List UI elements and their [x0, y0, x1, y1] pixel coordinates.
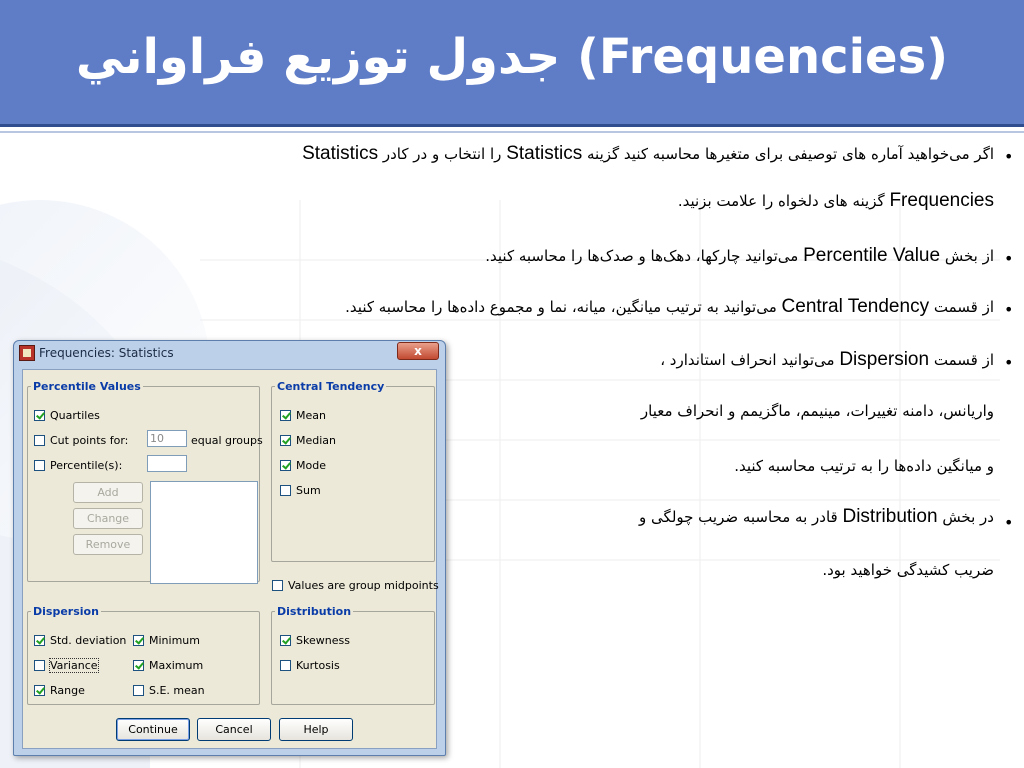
checkbox-unchecked	[272, 580, 283, 591]
median-checkbox[interactable]	[280, 434, 336, 447]
range-label: Range	[50, 684, 85, 697]
bullet-line-3: از قسمت Central Tendency می‌توانید به ترتیب میانگین، میانه، نما و مجموع داده‌ها را محاسبه کنید.	[345, 296, 994, 317]
checkbox-unchecked	[34, 435, 45, 446]
group-midpoints-label: Values are group midpoints	[288, 579, 439, 592]
checkbox-checked	[34, 410, 45, 421]
close-button[interactable]: x	[397, 342, 439, 360]
sum-checkbox[interactable]	[280, 484, 321, 497]
bullet-line-2: از بخش Percentile Value می‌توانید چارکها، دهک‌ها و صدک‌ها را محاسبه کنید.	[485, 245, 994, 266]
help-button[interactable]: Help	[279, 718, 353, 741]
skewness-label: Skewness	[296, 634, 350, 647]
bullet-line-1: اگر می‌خواهید آماره های توصیفی برای متغیرها محاسبه کنید گزینه Statistics را انتخاب و در کادر Statistics	[302, 143, 994, 164]
skewness-checkbox[interactable]	[280, 634, 350, 647]
checkbox-checked	[280, 635, 291, 646]
group-midpoints-checkbox[interactable]	[272, 579, 439, 592]
checkbox-unchecked	[34, 660, 45, 671]
checkbox-checked	[133, 635, 144, 646]
maximum-label: Maximum	[149, 659, 204, 672]
cancel-button[interactable]: Cancel	[197, 718, 271, 741]
percentiles-label: Percentile(s):	[50, 459, 123, 472]
checkbox-checked	[280, 410, 291, 421]
checkbox-unchecked	[34, 460, 45, 471]
checkbox-unchecked	[133, 685, 144, 696]
dialog-body	[22, 369, 437, 749]
bullet-line-1b: Frequencies گزینه های دلخواه را علامت بزنید.	[677, 190, 994, 211]
variance-checkbox[interactable]	[34, 659, 98, 672]
range-checkbox[interactable]	[34, 684, 85, 697]
bullet-marker: •	[1004, 353, 1014, 372]
percentiles-checkbox[interactable]	[34, 459, 122, 472]
bullet-marker: •	[1004, 513, 1014, 532]
bullet-marker: •	[1004, 300, 1014, 319]
se-mean-label: S.E. mean	[149, 684, 205, 697]
minimum-label: Minimum	[149, 634, 200, 647]
bullet-marker: •	[1004, 147, 1014, 166]
minimum-checkbox[interactable]	[133, 634, 200, 647]
bullet-line-4c: و میانگین داده‌ها را به ترتیب محاسبه کنید.	[734, 457, 994, 475]
cut-points-input[interactable]: 10	[147, 430, 187, 447]
checkbox-checked	[280, 435, 291, 446]
bullet-line-5b: ضریب کشیدگی خواهید بود.	[822, 561, 994, 579]
dialog-title: Frequencies: Statistics	[39, 346, 174, 360]
bullet-line-5: در بخش Distribution قادر به محاسبه ضریب چولگی و	[639, 506, 994, 527]
continue-button[interactable]: Continue	[116, 718, 190, 741]
quartiles-label: Quartiles	[50, 409, 100, 422]
checkbox-unchecked	[280, 660, 291, 671]
quartiles-checkbox[interactable]	[34, 409, 100, 422]
checkbox-checked	[133, 660, 144, 671]
remove-button[interactable]: Remove	[73, 534, 143, 555]
checkbox-checked	[34, 685, 45, 696]
percentile-values-legend: Percentile Values	[33, 380, 141, 393]
cut-points-label: Cut points for:	[50, 434, 129, 447]
add-button[interactable]: Add	[73, 482, 143, 503]
frequencies-statistics-dialog	[13, 340, 446, 756]
distribution-group	[271, 605, 435, 705]
mode-checkbox[interactable]	[280, 459, 326, 472]
distribution-legend: Distribution	[277, 605, 352, 618]
cut-points-checkbox[interactable]	[34, 434, 128, 447]
dispersion-legend: Dispersion	[33, 605, 99, 618]
checkbox-checked	[280, 460, 291, 471]
mean-checkbox[interactable]	[280, 409, 326, 422]
slide-title: جدول توزیع فراواني (Frequencies)	[75, 29, 949, 85]
mean-label: Mean	[296, 409, 326, 422]
kurtosis-label: Kurtosis	[296, 659, 340, 672]
dialog-titlebar[interactable]	[14, 341, 445, 365]
se-mean-checkbox[interactable]	[133, 684, 205, 697]
central-tendency-legend: Central Tendency	[277, 380, 385, 393]
percentile-value-input[interactable]	[147, 455, 187, 472]
mode-label: Mode	[296, 459, 326, 472]
kurtosis-checkbox[interactable]	[280, 659, 340, 672]
percentile-list[interactable]	[150, 481, 258, 584]
std-deviation-label: Std. deviation	[50, 634, 127, 647]
change-button[interactable]: Change	[73, 508, 143, 529]
bullet-marker: •	[1004, 249, 1014, 268]
median-label: Median	[296, 434, 337, 447]
bullet-line-4b: واریانس، دامنه تغییرات، مینیمم، ماگزیمم و انحراف معیار	[640, 402, 994, 420]
bullet-line-4: از قسمت Dispersion می‌توانید انحراف استاندارد ،	[660, 349, 994, 370]
std-deviation-checkbox[interactable]	[34, 634, 126, 647]
checkbox-unchecked	[280, 485, 291, 496]
sum-label: Sum	[296, 484, 321, 497]
variance-label: Variance	[50, 659, 98, 672]
spss-app-icon	[19, 345, 35, 361]
maximum-checkbox[interactable]	[133, 659, 203, 672]
checkbox-checked	[34, 635, 45, 646]
equal-groups-label: equal groups	[191, 434, 263, 447]
